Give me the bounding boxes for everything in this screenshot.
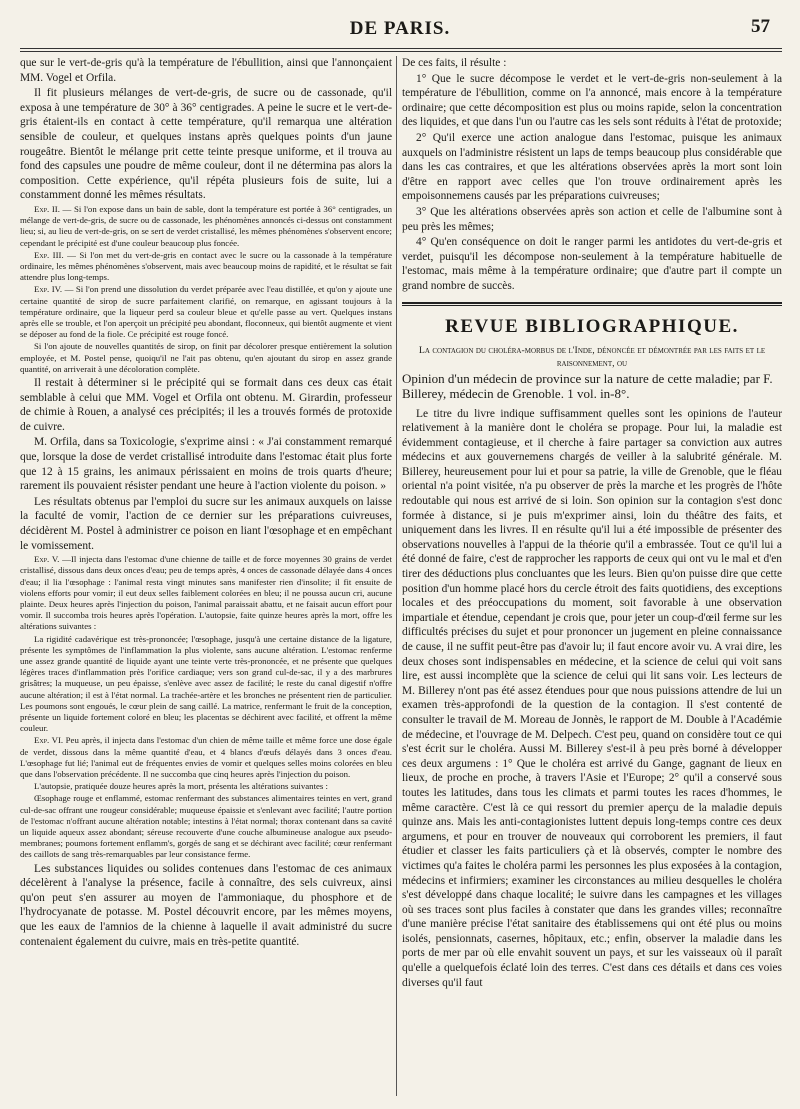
book-title: La contagion du choléra-morbus de l'Inde, dénoncée et démontrée par les faits et le raisonnement, ou [418,344,766,369]
paragraph: 2° Qu'il exerce une action analogue dans l'estomac, puisque les animaux auxquels on l'administre résistent un laps de temps beaucoup plus considérable que dans les cas contraires, et que les altérations observées après la mort sont loin d'être en rapport avec celles que l'on trouve ordinairement après les empoisonnemens causés par les préparations cuivreuses; [402,131,782,203]
section-rule [402,302,782,306]
paragraph: que sur le vert-de-gris qu'à la température de l'ébullition, ainsi que l'annonçaient MM. Vogel et Orfila. [20,57,392,84]
left-column [20,56,392,1106]
experiment-label: Exp. VI. [34,735,64,746]
review-paragraph: Le titre du livre indique suffisamment quelles sont les opinions de l'auteur relativement à la manière dont le choléra se propage. Pour lui, la maladie est évidemment contagieuse, et il cherche à faire partager sa conviction aux autres médecins et aux gouvernemens chargés de veiller à la salubrité générale. M. Billerey, heureusement pour lui et pour sa patrie, la ville de Grenoble, que le fléau oriental n'a point visitée, n'a pu observer de près la marche et les progrès de l'hôte redoutable qui nous est arrivé de si loin. Son opinion sur la contagion s'est donc formée à distance, si je puis m'exprimer ainsi, loin du théâtre des faits, et uniquement dans les livres. Il en résulte qu'il lui a été impossible de présenter des observations nouvelles à l'appui de la théorie qu'il a embrassée. Tout ce qu'il lui a été donné de faire, c'est de rapprocher les rapports de ceux qui ont vu le mal et d'en tirer des déductions plus concluantes que les leurs. Bien qu'on puisse dire que cette position d'un homme placé hors du cercle étroit des faits quotidiens, des exceptions locales et des préoccupations du moment, soit favorable à une observation impartiale et étendue, cependant je crois que, pour jeter un coup-d'œil ferme sur les difficultés précises du sujet et pour prononcer un jugement en pleine connaissance de cause, il ne suffit peut-être pas d'avoir lu; il faut encore avoir vu. A vrai dire, les deux choses sont indispensables en médecine, et la science de celui qui voit sans lire, est aussi incomplète que la science de celui qui lit sans voir. Les lecteurs de M. Billerey n'ont pas été assez étendues pour que nous puissions attendre de lui un examen très-approfondi de la question de la contagion. Il s'est contenté de consulter le travail de M. Moreau de Jonnès, le rapport de M. Double à l'Académie de médecine, et l'ouvrage de M. Delpech. C'est peu, quand on considère tout ce qui s'est écrit sur le choléra. Aussi M. Billerey s'est-il à peu près borné à développer ces deux argumens : 1° Que le choléra est arrivé du Gange, gagnant de lieux en lieux, de proche en proche, à travers l'Asie et l'Europe; 2° qu'il a conservé sous toutes les latitudes, dans tous les climats et parmi toutes les races d'hommes, le même caractère. C'est là ce qui ressort du premier aperçu de la maladie depuis quinze ans. Mais les anti-contagionistes luttent depuis long-temps contre ces deux argumens, et pour en trouver de nouveaux qui corroborent les premiers, il faut étudier et classer les faits particuliers çà et là observés, compter le nombre des victimes qu'a faites le choléra parmi les personnes les plus exposées à la contagion, médecins et infirmiers; examiner les circonstances au milieu desquelles le choléra s'est développé dans chaque localité; le suivre dans les campagnes et les villages où ses traces sont plus faciles à constater que dans les grandes villes; reconnaître d'une manière précise l'état sanitaire des établissemens qui ont été plus ou moins isolés, pensionnats, casernes, hôpitaux, etc.; enfin, observer la maladie dans les ports de mer par où elle envahit souvent un pays, et sur les vaisseaux où il paraît qu'elle a quelquefois éclaté loin des terres. C'est dans ces détails et dans ces voies diverses qu'il faut [402,407,782,989]
header-rule [20,48,782,52]
experiment-label: Exp. IV. [34,284,63,295]
paragraph: L'autopsie, pratiquée douze heures après la mort, présenta les altérations suivantes : [34,781,328,792]
paragraph: Il restait à déterminer si le précipité qui se formait dans ces deux cas était semblable à celui que MM. Vogel et Orfila ont obtenu. M. Girardin, professeur de chimie à Rouen, a analysé ces précipités; il les a trouvés formés de protoxide de cuivre. [20,376,392,433]
paragraph: De ces faits, il résulte : [402,57,507,69]
experiment-note: Exp. II. — Si l'on expose dans un bain de sable, dont la température est portée à 36° centigrades, un mélange de vert-de-gris, de sucre ou de cassonade, les phénomènes annoncés ci-dessus ont constamment lieu; si, au lieu de vert-de-gris, on se sert de verdet cristallisé, les mêmes phénomènes s'observent encore; cependant le précipité est d'une couleur beaucoup plus foncée. [20,203,392,248]
paragraph: 3° Que les altérations observées après son action et celle de l'albumine sont à peu près les mêmes; [402,205,782,233]
column-divider [396,56,397,1096]
experiment-note: Exp. VI. Peu après, il injecta dans l'estomac d'un chien de même taille et même force une dose égale de verdet, dissous dans la même quantité d'eau, et 4 blancs d'œufs délayés dans 3 onces d'eau. L'œsophage fut lié; l'animal eut de fréquentes envies de vomir et quelques selles moins colorées en bleu que dans l'observation précédente. Il ne succomba que cinq heures après l'injection du poison. [20,735,392,779]
experiment-label: Exp. II. [34,203,60,214]
paragraph: Les résultats obtenus par l'emploi du sucre sur les animaux auxquels on laisse la faculté de vomir, l'action de ce dernier sur les préparations cuivreuses, décidèrent M. Postel à administrer ce poison en liant l'œsophage et en empêchant le vomissement. [20,495,392,552]
experiment-note: Exp. III. — Si l'on met du vert-de-gris en contact avec le sucre ou la cassonade à la température ordinaire, les mêmes phénomènes s'observent, mais avec beaucoup moins de rapidité, et le résultat se fait attendre plus long-temps. [20,249,392,283]
paragraph: 1° Que le sucre décompose le verdet et le vert-de-gris non-seulement à la température de l'ébullition, comme on l'a annoncé, mais encore à la température ordinaire; que cette décomposition est plus ou moins rapide, selon la concentration des liquides, et que dans l'un ou l'autre cas les sels sont réduits à l'état de protoxide; [402,72,782,129]
experiment-label: Exp. V. [34,554,60,565]
paragraph: Les substances liquides ou solides contenues dans l'estomac de ces animaux décelèrent à l'analyse la présence, facile à connaître, des sels cuivreux, ainsi qu'on peut s'en assurer au moyen de l'ammoniaque, du phosphore et de l'hydrocyanate de potasse. M. Postel découvrit encore, par les mêmes moyens, que les eaux de l'amnios de la chienne à laquelle il avait administré du sucre contenaient également du cuivre, mais en très-petite quantité. [20,862,392,948]
page-number: 57 [751,16,770,37]
page-header-title: DE PARIS. [349,18,451,39]
revue-bibliographique-heading: REVUE BIBLIOGRAPHIQUE. [445,315,739,337]
paragraph: M. Orfila, dans sa Toxicologie, s'exprime ainsi : « J'ai constamment remarqué que, lorsque la dose de verdet cristallisé introduite dans l'estomac était plus forte que 12 à 15 grains, les animaux périssaient en moins de trois quarts d'heure; rarement ils pouvaient résister pendant une heure à l'action violente du poison. » [20,436,392,493]
paragraph: Si l'on ajoute de nouvelles quantités de sirop, on finit par décolorer presque entièrement la solution employée, et M. Postel pense, quoiqu'il ne l'ait pas obtenu, qu'en ajoutant du sirop en assez grande quantité, on arriverait à une décoloration complète. [20,341,392,374]
experiment-label: Exp. III. [34,249,64,260]
paragraph: Œsophage rouge et enflammé, estomac renfermant des substances alimentaires teintes en vert, grand cul-de-sac offrant une rougeur considérable; muqueuse épaissie et s'enlevant avec facilité; l'autre portion de l'estomac n'offrant aucune altération notable; intestins à l'état normal; thorax contenant dans sa cavité un liquide aqueux assez abondant; séreuse recouverte d'une couche albumineuse analogue aux pseudo-membranes; poumons fortement enflamm's, gorgés de sang et se déchirant avec facilité; cœur renfermant des caillots de sang très-remarquables par leur consistance ferme. [20,793,392,860]
right-column [402,56,782,1106]
paragraph: Il fit plusieurs mélanges de vert-de-gris, de sucre ou de cassonade, qu'il exposa à une température de 30° à 36° centigrades. A peine le sucre et le vert-de-gris étaient-ils en contact à cette température, qu'il remarqua une altération sensible de couleur, et quelques instans après quelques points d'un jaune rougeâtre. Bientôt le mélange prit cette teinte presque uniforme, et il trouva au fond des capsules une poudre de même couleur, dont il ne détermina pas alors la composition. Cette expérience, qu'il répéta plusieurs fois de suite, lui a constamment donné les mêmes résultats. [20,87,392,202]
book-subtitle: Opinion d'un médecin de province sur la nature de cette maladie; par F. Billerey, médecin de Grenoble. 1 vol. in-8°. [402,370,773,401]
paragraph: La rigidité cadavérique est très-prononcée; l'œsophage, jusqu'à une certaine distance de la ligature, présente les symptômes de l'inflammation la plus violente, sans aucune altération. L'estomac renferme une assez grande quantité de liquide ayant une teinte verte très-prononcée, et ne présente que quelques légères traces d'inflammation près l'orifice cardiaque; vers son grand cul-de-sac, il y a des marbrures grisâtres; la muqueuse, un peu épaisse, s'enlève avec assez de facilité; le reste du canal digestif n'offre aucune altération; il est à l'état normal. La trachée-artère et les bronches ne présentent rien de particulier. Les poumons sont engoués, le cœur plein de sang caillé. La matrice, renfermant le fruit de la conception, présente un liquide fortement coloré en bleu; les placentas se déchirent avec facilité, et offrent la même couleur. [20,633,392,734]
paragraph: 4° Qu'en conséquence on doit le ranger parmi les antidotes du vert-de-gris et verdet, puisqu'il les décompose non-seulement à la température habituelle de l'estomac, mais même à la température ordinaire; que d'autre part il compte un grand nombre de succès. [402,236,782,292]
experiment-note: Exp. V. —Il injecta dans l'estomac d'une chienne de taille et de force moyennes 30 grains de verdet cristallisé, dissous dans deux onces d'eau; peu de temps après, 4 onces de cassonade délayée dans 4 onces d'eau; il lia l'œsophage : l'animal resta vingt minutes sans manifester rien d'insolite; il fit ensuite de violens efforts pour vomir; il eut deux selles faiblement colorées en bleu; il ne poussa aucun cri, aucune plainte. Deux heures après l'injection du poison, l'animal paraissait abattu, et ne faisait aucun effort pour vomir. Il succomba trois heures après l'opération. L'autopsie, faite quinze heures après la mort, offre les altérations suivantes : [20,554,392,632]
experiment-note: Exp. IV. — Si l'on prend une dissolution du verdet préparée avec l'eau distillée, et qu'on y ajoute une certaine quantité de sirop de sucre parfaitement clarifié, on remarque, en agissant toujours à la température ordinaire, que la liqueur perd sa couleur bleue et qu'elle passe au vert. Quelques instans après elle se trouble, et l'on aperçoit un précipité peu abondant, floconneux, qui bientôt augmente et vient se déposer au fond de la fiole. Ce précipité est rouge foncé. [20,284,392,340]
